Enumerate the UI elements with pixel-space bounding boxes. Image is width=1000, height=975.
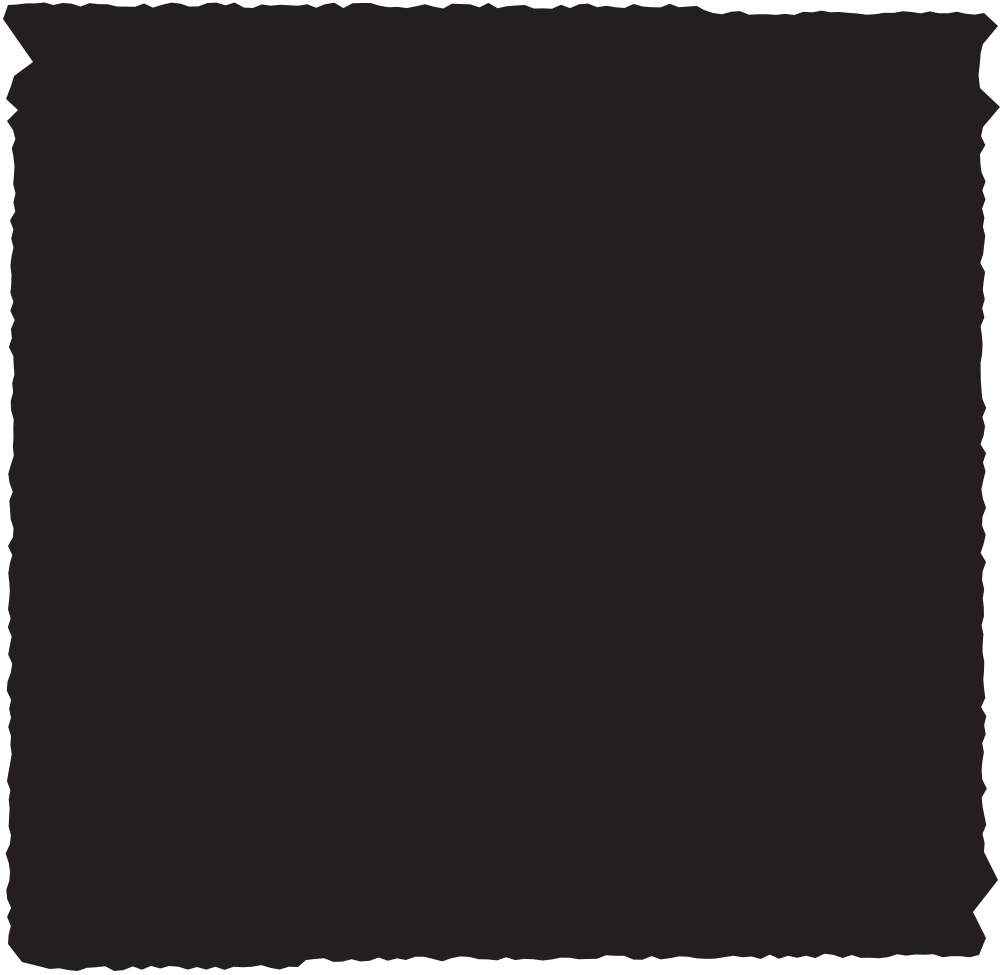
black-paper-sheet — [3, 3, 1000, 972]
